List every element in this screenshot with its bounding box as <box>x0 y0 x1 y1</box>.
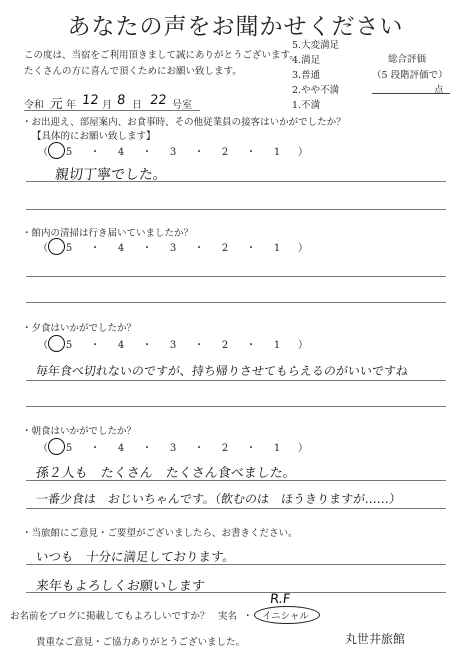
intro-line-2: たくさんの方に喜んで頂くためにお願い致します。 <box>24 66 242 77</box>
legend-3: 3.普通 <box>292 70 321 81</box>
legend-5: 5.大変満足 <box>292 40 340 51</box>
request-specific: 【具体的にお願い致します】 <box>32 131 156 142</box>
day-handwritten: 8 <box>116 93 127 108</box>
answer-line-q2-2 <box>26 302 446 303</box>
scale-q2: （ 5 ・ 4 ・ 3 ・ 2 ・ 1 ） <box>38 243 308 254</box>
selected-oval-initial <box>254 606 320 624</box>
date-underline <box>24 110 200 111</box>
year-handwritten: 元 <box>49 97 64 112</box>
scale-q1: （ 5 ・ 4 ・ 3 ・ 2 ・ 1 ） <box>38 147 308 158</box>
answer-line-q5-2 <box>26 592 446 593</box>
question-staff: ・お出迎え、部屋案内、お食事時、その他従業員の接客はいかがでしたか？ <box>22 117 346 128</box>
question-feedback: ・当旅館にご意見・ご要望がございましたら、お書きください。 <box>22 528 298 539</box>
initial-option: イニシャル <box>262 611 309 622</box>
evaluation-label: 総合評価 <box>388 54 427 65</box>
legend-2: 2.やや不満 <box>292 85 340 96</box>
blog-question: お名前をブログに掲載してもよろしいですか？ <box>10 611 210 622</box>
legend-1: 1.不満 <box>292 100 321 111</box>
evaluation-sub: （5 段階評価で） <box>372 70 448 81</box>
scale-q3: （ 5 ・ 4 ・ 3 ・ 2 ・ 1 ） <box>38 340 308 351</box>
question-cleaning: ・館内の清掃は行き届いていましたか？ <box>22 228 194 239</box>
answer-q4-1: 孫２人も たくさん たくさん食べました。 <box>35 466 297 481</box>
answer-line-q3-1 <box>26 380 446 381</box>
answer-q5-1: いつも 十分に満足しております。 <box>35 549 236 564</box>
option-separator: ・ <box>243 611 253 622</box>
selected-circle-q2 <box>48 238 65 255</box>
closing-message: 貴重なご意見・ご協力ありがとうございました。 <box>36 637 246 648</box>
intro-line-1: この度は、当宿をご利用頂きまして誠にありがとうございます。 <box>24 50 299 61</box>
month-handwritten: 12 <box>81 93 100 108</box>
month-suffix: 月 <box>102 100 112 111</box>
answer-line-q3-2 <box>26 406 446 407</box>
selected-circle-q3 <box>48 335 65 352</box>
era: 令和 <box>24 100 44 111</box>
answer-q1: 親切丁寧でした。 <box>54 167 168 183</box>
inn-name: 丸世井旅館 <box>345 632 406 646</box>
room-suffix: 号室 <box>172 100 192 111</box>
evaluation-points-label: 点 <box>434 85 444 96</box>
selected-circle-q1 <box>48 142 65 159</box>
real-name-option: 実名 <box>218 611 238 622</box>
answer-q4-2: 一番少食は おじいちゃんです。（飲むのは ほうきりますが……） <box>35 492 402 506</box>
answer-line-q2-1 <box>26 276 446 277</box>
page-title: あなたの声をお聞かせください <box>67 14 404 40</box>
room-handwritten: 22 <box>149 93 168 108</box>
year-suffix: 年 <box>66 100 76 111</box>
day-suffix: 日 <box>132 100 142 111</box>
answer-line-q5-1 <box>26 564 446 565</box>
question-breakfast: ・朝食はいかがでしたか？ <box>22 426 137 437</box>
answer-q3: 毎年食べ切れないのですが、持ち帰りさせてもらえるのがいいですね <box>35 364 409 378</box>
answer-line-q4-2 <box>26 508 446 509</box>
answer-q5-2: 来年もよろしくお願いします <box>35 579 206 594</box>
legend-4: 4.満足 <box>292 55 321 66</box>
initials-handwritten: R.F <box>269 592 291 607</box>
answer-line-q4-1 <box>26 480 446 481</box>
evaluation-points-line <box>372 93 450 94</box>
answer-line-q1-2 <box>26 209 446 210</box>
question-dinner: ・夕食はいかがでしたか？ <box>22 323 137 334</box>
scale-q4: （ 5 ・ 4 ・ 3 ・ 2 ・ 1 ） <box>38 443 308 454</box>
selected-circle-q4 <box>48 438 65 455</box>
